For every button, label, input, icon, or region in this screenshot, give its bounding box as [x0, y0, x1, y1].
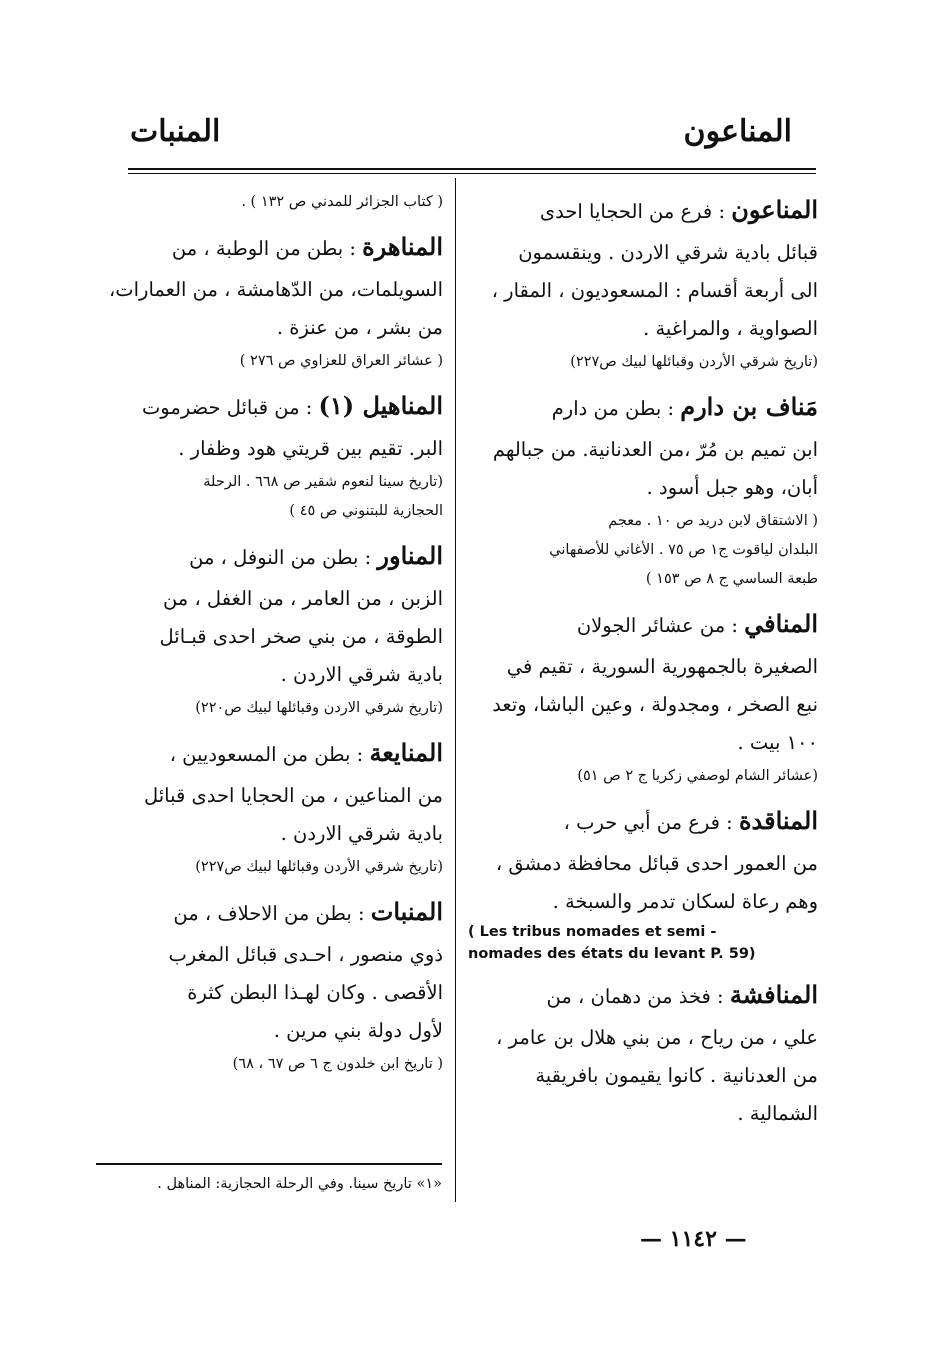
- dictionary-entry: [98, 384, 443, 526]
- right-column: [468, 188, 818, 1133]
- entry-text-line: أبان، وهو جبل أسود .: [646, 476, 818, 499]
- entry-text-line: ابن تميم بن مُرّ ،من العدنانية. من جبالهم: [492, 438, 818, 461]
- source-citation: (تاريخ شرقي الأردن وقبائلها لبيك ص٢٢٧): [570, 354, 818, 370]
- dictionary-entry: [98, 731, 443, 882]
- running-header-left: المنبات: [130, 114, 221, 149]
- dictionary-entry: [98, 188, 443, 217]
- entry-headword: المناهرة: [362, 232, 443, 261]
- entry-text-line: الصغيرة بالجمهورية السورية ، تقيم في: [506, 655, 818, 678]
- source-citation: ( كتاب الجزائر للمدني ص ١٣٢ ) .: [241, 194, 443, 210]
- entry-text-line: نبع الصخر ، ومجدولة ، وعين الباشا، وتعد: [492, 693, 818, 716]
- entry-text-line: المناعون : فرع من الحجايا احدى: [539, 195, 818, 224]
- entry-text-line: الأقصى . وكان لهـذا البطن كثرة: [187, 981, 443, 1004]
- entry-text-line: المناقدة : فرع من أبي حرب ،: [563, 806, 818, 835]
- footnote-rule: [96, 1163, 442, 1165]
- source-citation: ( تاريخ ابن خلدون ج ٦ ص ٦٧ ، ٦٨): [232, 1056, 443, 1072]
- source-citation: البلدان لياقوت ج١ ص ٧٥ . الأغاني للأصفهاني: [549, 542, 818, 558]
- source-citation-latin: nomades des états du levant P. 59): [468, 946, 756, 962]
- dictionary-entry: [98, 890, 443, 1079]
- entry-headword: المناعون: [731, 195, 818, 224]
- entry-text-line: ذوي منصور ، احـدى قبائل المغرب: [168, 943, 443, 966]
- entry-headword: المناور: [377, 541, 443, 570]
- dictionary-entry: [98, 534, 443, 723]
- entry-text-line: بادية شرقي الاردن .: [280, 822, 443, 845]
- dictionary-entry: [98, 225, 443, 376]
- entry-text-line: البر. تقيم بين قريتي هود وظفار .: [178, 437, 443, 460]
- source-citation: ( الاشتقاق لابن دريد ص ١٠ . معجم: [608, 513, 818, 529]
- entry-text-line: من بشر ، من عنزة .: [276, 316, 443, 339]
- page-number: — ١١٤٢ —: [640, 1226, 747, 1252]
- entry-headword: المنافشة: [729, 980, 818, 1009]
- entry-headword: المنافي: [744, 609, 818, 638]
- entry-text-line: المناور : بطن من النوفل ، من: [189, 541, 443, 570]
- entry-text-line: الشمالية .: [737, 1102, 818, 1125]
- entry-text-line: الزبن ، من العامر ، من الغفل ، من: [162, 587, 443, 610]
- footnote: «١» تاريخ سينا. وفي الرحلة الحجازية: المناهل .: [157, 1176, 442, 1192]
- entry-text-line: المنايعة : بطن من المسعوديين ،: [169, 738, 443, 767]
- dictionary-entry: [468, 973, 818, 1133]
- entry-text-line: المنافي : من عشائر الجولان: [576, 609, 818, 638]
- entry-text-line: الى أربعة أقسام : المسعوديون ، المقار ،: [491, 279, 818, 302]
- header-rule-thin: [128, 173, 816, 174]
- entry-headword: المنايعة: [369, 738, 443, 767]
- source-citation: طبعة الساسي ج ٨ ص ١٥٣ ): [645, 571, 818, 587]
- entry-text-line: بادية شرقي الاردن .: [280, 663, 443, 686]
- entry-text-line: المنبات : بطن من الاحلاف ، من: [173, 897, 443, 926]
- entry-text-line: لأول دولة بني مرين .: [273, 1019, 443, 1042]
- column-divider: [455, 178, 456, 1202]
- entry-headword: المناقدة: [738, 806, 818, 835]
- entry-text-line: وهم رعاة لسكان تدمر والسبخة .: [552, 890, 818, 913]
- entry-text-line: من العمور احدى قبائل محافظة دمشق ،: [495, 852, 818, 875]
- source-citation: الحجازية للبتنوني ص ٤٥ ): [289, 503, 443, 519]
- entry-text-line: الصواوية ، والمراغية .: [643, 317, 818, 340]
- source-citation: ( عشائر العراق للعزاوي ص ٢٧٦ ): [239, 353, 443, 369]
- entry-text-line: قبائل بادية شرقي الاردن . وينقسمون: [518, 241, 818, 264]
- dictionary-entry: [468, 385, 818, 594]
- source-citation: (تاريخ شرقي الاردن وقبائلها لبيك ص٢٢٠): [195, 700, 443, 716]
- running-header-right: المناعون: [683, 114, 792, 149]
- dictionary-entry: [468, 602, 818, 791]
- entry-text-line: الطوقة ، من بني صخر احدى قبـائل: [159, 625, 443, 648]
- header-rule: [128, 168, 816, 170]
- entry-text-line: علي ، من رياح ، من بني هلال بن عامر ،: [496, 1026, 818, 1049]
- left-column: [98, 188, 443, 1079]
- entry-headword: مَناف بن دارم: [680, 392, 818, 421]
- entry-text-line: مَناف بن دارم : بطن من دارم: [551, 392, 818, 421]
- entry-text-line: من المناعين ، من الحجايا احدى قبائل: [143, 784, 443, 807]
- dictionary-entry: [468, 188, 818, 377]
- entry-text-line: السويلمات، من الدّهامشة ، من العمارات،: [108, 278, 443, 301]
- entry-text-line: المناهيل (١) : من قبائل حضرموت: [141, 391, 443, 420]
- source-citation-latin: ( Les tribus nomades et semi -: [468, 924, 717, 940]
- entry-headword: المنبات: [370, 897, 443, 926]
- entry-text-line: ١٠٠ بيت .: [737, 731, 818, 754]
- source-citation: (تاريخ سينا لنعوم شقير ص ٦٦٨ . الرحلة: [203, 474, 443, 490]
- entry-text-line: المنافشة : فخذ من دهمان ، من: [546, 980, 818, 1009]
- entry-text-line: المناهرة : بطن من الوطبة ، من: [171, 232, 443, 261]
- entry-headword: المناهيل (١): [318, 391, 443, 420]
- dictionary-entry: [468, 799, 818, 965]
- source-citation: (تاريخ شرقي الأردن وقبائلها لبيك ص٢٢٧): [195, 859, 443, 875]
- source-citation: (عشائر الشام لوصفي زكريا ج ٢ ص ٥١): [577, 768, 818, 784]
- entry-text-line: من العدنانية . كانوا يقيمون بافريقية: [535, 1064, 818, 1087]
